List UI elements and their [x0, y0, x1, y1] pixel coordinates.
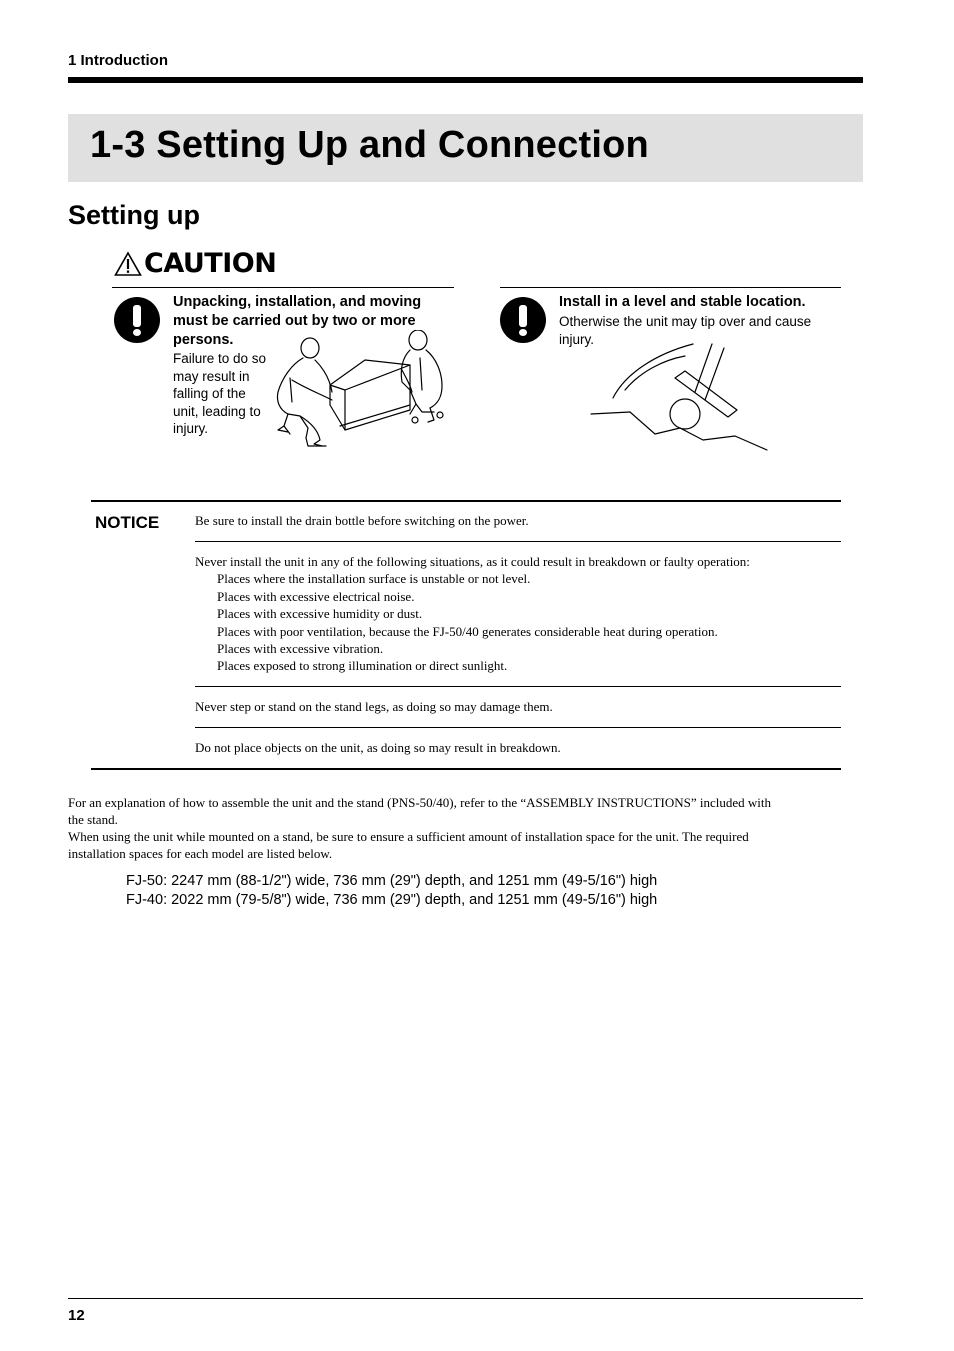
notice-bottom-rule: [91, 768, 841, 770]
caution-right-detail-line: Otherwise the unit may tip over and cause: [559, 314, 812, 329]
notice-item: Do not place objects on the unit, as doing so may result in breakdown.: [195, 740, 561, 755]
exclamation-icon: [114, 297, 160, 343]
notice-list-item: Places where the installation surface is unstable or not level.: [217, 571, 531, 587]
body-line: When using the unit while mounted on a stand, be sure to ensure a sufficient amount of installation space for the unit. The required: [68, 829, 749, 844]
notice-top-rule: [91, 500, 841, 502]
chapter-title: 1-3 Setting Up and Connection: [90, 124, 649, 166]
notice-list-item: Places with excessive humidity or dust.: [217, 606, 423, 622]
caution-left-heading-line: Unpacking, installation, and moving: [173, 294, 422, 310]
notice-item: Be sure to install the drain bottle before switching on the power.: [195, 513, 529, 528]
notice-separator: [195, 541, 841, 542]
body-paragraph: [68, 794, 858, 862]
tipping-stand-illustration: [585, 340, 775, 455]
notice-item: Never step or stand on the stand legs, as doing so may damage them.: [195, 699, 553, 714]
footer-rule: [68, 1298, 863, 1299]
body-line: For an explanation of how to assemble the unit and the stand (PNS-50/40), refer to the “ASSEMBLY INSTRUCTIONS” included with: [68, 795, 771, 810]
caution-left-heading-line: persons.: [173, 332, 234, 348]
notice-list-item: Places with poor ventilation, because the FJ-50/40 generates considerable heat during operation.: [217, 623, 718, 639]
notice-label: NOTICE: [95, 513, 160, 532]
page-number: 12: [68, 1307, 85, 1324]
body-line: installation spaces for each model are listed below.: [68, 846, 333, 861]
caution-rule-right: [500, 287, 841, 288]
caution-heading: [114, 248, 276, 279]
caution-left-detail-line: Failure to do so: [173, 351, 267, 366]
notice-list-item: Places with excessive electrical noise.: [217, 588, 415, 604]
caution-label: CAUTION: [144, 248, 277, 279]
caution-left-detail: [173, 350, 283, 438]
notice-separator: [195, 686, 841, 687]
notice-item-situations: [195, 553, 841, 675]
caution-left-detail-line: injury.: [173, 421, 209, 436]
notice-separator: [195, 727, 841, 728]
caution-left-heading-line: must be carried out by two or more: [173, 313, 416, 329]
notice-item-intro: Never install the unit in any of the following situations, as it could result in breakdown or faulty operation:: [195, 554, 750, 569]
caution-right-heading: Install in a level and stable location.: [559, 294, 806, 310]
caution-left-detail-line: unit, leading to: [173, 403, 261, 419]
notice-list-item: Places with excessive vibration.: [217, 641, 384, 657]
header-rule: [68, 77, 863, 83]
chapter-title-band: [68, 114, 863, 182]
section-title: Setting up: [68, 200, 200, 230]
caution-rule-left: [112, 287, 454, 288]
exclamation-icon: [500, 297, 546, 343]
spec-line-fj40: FJ-40: 2022 mm (79-5/8") wide, 736 mm (29") depth, and 1251 mm (49-5/16") high: [126, 892, 658, 908]
two-person-lifting-illustration: [270, 330, 455, 455]
body-line: the stand.: [68, 812, 118, 827]
notice-list-item: Places exposed to strong illumination or direct sunlight.: [217, 658, 508, 674]
caution-right-detail-line: injury.: [559, 331, 595, 347]
warning-triangle-icon: [114, 251, 142, 277]
caution-left-detail-line: falling of the: [173, 386, 246, 401]
spec-line-fj50: FJ-50: 2247 mm (88-1/2") wide, 736 mm (29") depth, and 1251 mm (49-5/16") high: [126, 873, 658, 889]
running-head: 1 Introduction: [68, 52, 168, 69]
caution-left-detail-line: may result in: [173, 368, 250, 384]
